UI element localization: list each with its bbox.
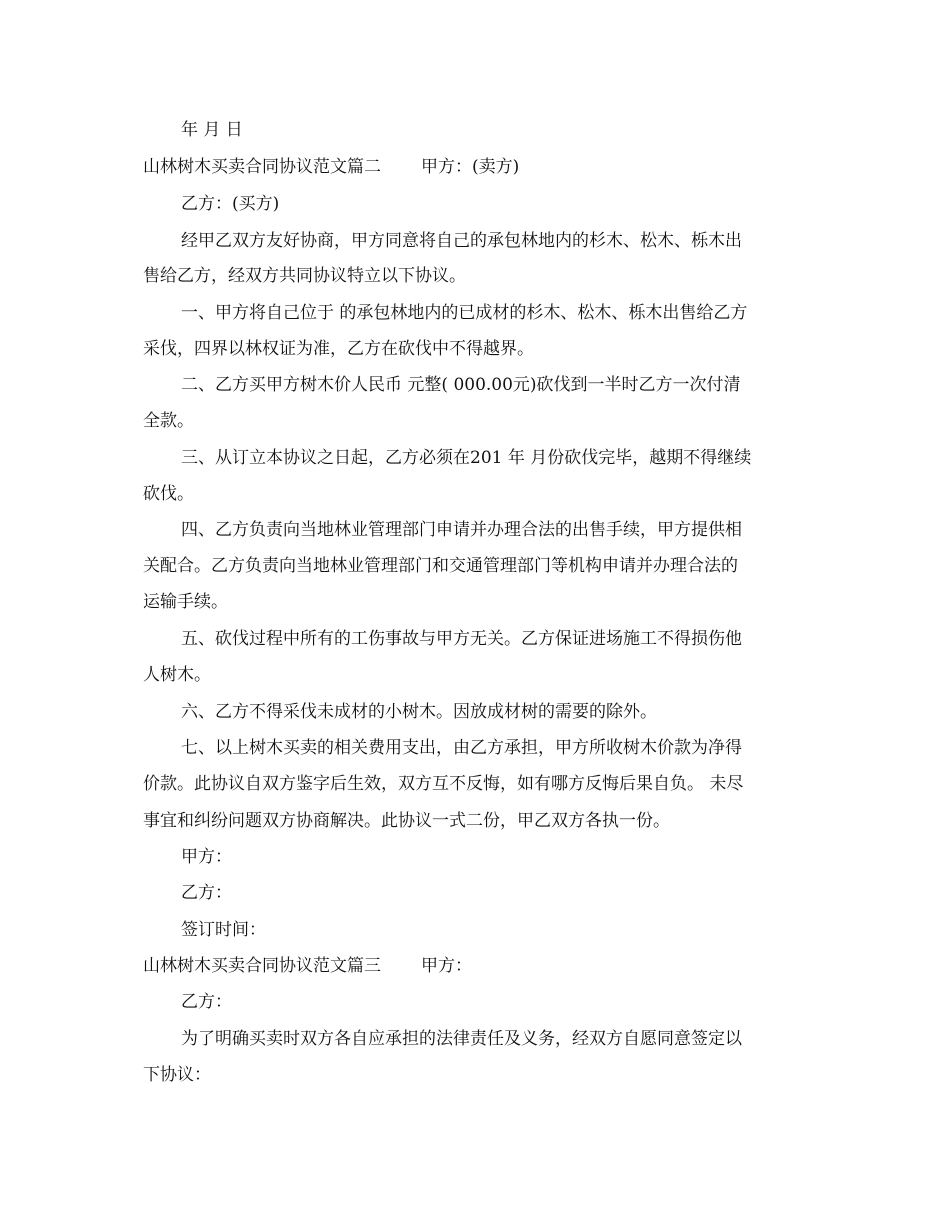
clause-5-line: 人树木。 — [143, 665, 211, 685]
clause-3-line: 三、从订立本协议之日起，乙方必须在201 年 月份砍伐完毕，越期不得继续 — [181, 448, 752, 468]
clause-7-line: 价款。此协议自双方鉴字后生效，双方互不反悔，如有哪方反悔后果自负。 未尽 — [143, 774, 744, 794]
party-b-buyer-label: 乙方：(买方) — [181, 194, 280, 214]
clause-4-line: 运输手续。 — [143, 592, 228, 612]
clause-1-line: 一、甲方将自己位于 的承包林地内的已成材的杉木、松木、栎木出售给乙方 — [181, 303, 748, 323]
clause-1-line: 采伐，四界以林权证为准，乙方在砍伐中不得越界。 — [143, 339, 534, 359]
clause-7-line: 事宜和纠纷问题双方协商解决。此协议一式二份，甲乙双方各执一份。 — [143, 811, 670, 831]
intro-paragraph-line: 下协议： — [143, 1065, 211, 1085]
party-a-signature-label: 甲方： — [181, 847, 232, 867]
intro-paragraph-line: 为了明确买卖时双方各自应承担的法律责任及义务，经双方自愿同意签定以 — [181, 1029, 742, 1049]
section-3-title: 山林树木买卖合同协议范文篇三 — [143, 956, 381, 976]
paragraph-line: 经甲乙双方友好协商，甲方同意将自己的承包林地内的杉木、松木、栎木出 — [181, 231, 742, 251]
section-2-title: 山林树木买卖合同协议范文篇二 — [143, 157, 381, 177]
party-a-seller-label: 甲方：(卖方) — [421, 157, 520, 177]
clause-2-line: 二、乙方买甲方树木价人民币 元整( 000.00元)砍伐到一半时乙方一次付清 — [181, 375, 741, 395]
party-b-signature-label: 乙方： — [181, 883, 232, 903]
party-a-label: 甲方： — [421, 956, 472, 976]
party-b-label: 乙方： — [181, 992, 232, 1012]
clause-4-line: 四、乙方负责向当地林业管理部门申请并办理合法的出售手续，甲方提供相 — [181, 520, 742, 540]
clause-4-line: 关配合。乙方负责向当地林业管理部门和交通管理部门等机构申请并办理合法的 — [143, 556, 738, 576]
clause-2-line: 全款。 — [143, 411, 194, 431]
signing-time-label: 签订时间： — [181, 920, 266, 940]
clause-3-line: 砍伐。 — [143, 484, 194, 504]
clause-6-line: 六、乙方不得采伐未成材的小树木。因放成材树的需要的除外。 — [181, 702, 657, 722]
clause-5-line: 五、砍伐过程中所有的工伤事故与甲方无关。乙方保证进场施工不得损伤他 — [181, 629, 742, 649]
paragraph-line: 售给乙方，经双方共同协议特立以下协议。 — [143, 266, 466, 286]
date-line: 年 月 日 — [181, 120, 243, 140]
clause-7-line: 七、以上树木买卖的相关费用支出，由乙方承担，甲方所收树木价款为净得 — [181, 738, 742, 758]
section-2-heading-line — [143, 156, 823, 178]
section-3-heading-line — [143, 955, 823, 977]
